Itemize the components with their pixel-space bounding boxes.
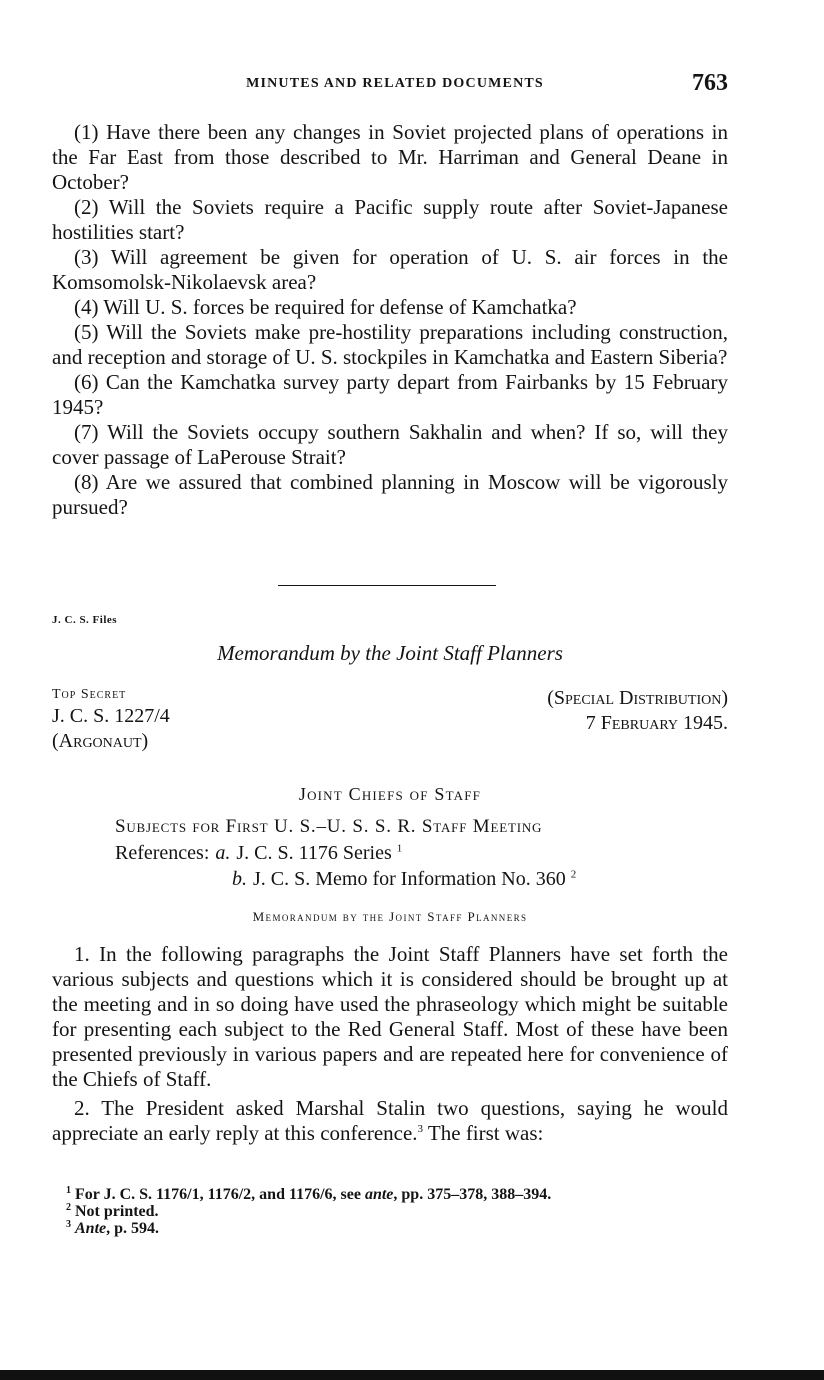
running-head: MINUTES AND RELATED DOCUMENTS	[246, 76, 544, 91]
question-1: (1) Have there been any changes in Soviet projected plans of operations in the Far East from those described to Mr. Harriman and General Deane in October?	[52, 120, 728, 194]
memo-title: Memorandum by the Joint Staff Planners	[217, 641, 563, 665]
document-meta-left	[52, 686, 170, 754]
paragraph-2-end: The first was:	[423, 1121, 544, 1145]
footnote-mark: 2	[66, 1201, 71, 1213]
footnote-text-end: , p. 594.	[106, 1220, 160, 1237]
conference-code: (Argonaut)	[52, 730, 149, 752]
distribution: (Special Distribution)	[547, 687, 728, 709]
paragraph-1: 1. In the following paragraphs the Joint Staff Planners have set forth the various subjects and questions which it is considered should be brought up at the meeting and in so doing have used the phraseology which might be suitable for presenting each subject to the Red General Staff. Most of these have been presented previously in various papers and are repeated here for convenience of the Chiefs of Staff.	[52, 942, 728, 1091]
question-2: (2) Will the Soviets require a Pacific supply route after Soviet-Japanese hostilities start?	[52, 195, 728, 244]
page-number: 763	[692, 70, 728, 96]
footnote-ref: 3	[417, 1123, 424, 1135]
footnote-text: Not printed.	[75, 1203, 159, 1220]
footnote-italic: Ante	[75, 1220, 107, 1237]
references-label: References:	[115, 842, 210, 864]
footnote-2	[66, 1203, 728, 1220]
organization-heading: Joint Chiefs of Staff	[298, 784, 482, 804]
reference-b	[232, 868, 576, 891]
reference-text: J. C. S. 1176 Series	[236, 842, 392, 864]
memo-body	[52, 942, 728, 1146]
scan-edge-bar	[0, 1370, 824, 1380]
page-header	[52, 72, 728, 102]
reference-letter: b.	[232, 868, 247, 890]
section-divider	[278, 585, 496, 586]
footnote-ref: 2	[570, 868, 577, 881]
memo-heading: Memorandum by the Joint Staff Planners	[252, 909, 528, 924]
footnote-italic: ante	[364, 1186, 394, 1203]
footnote-ref: 1	[396, 842, 403, 855]
question-3: (3) Will agreement be given for operation of U. S. air forces in the Komsomolsk-Nikolaevsk area?	[52, 245, 728, 294]
reference-text: J. C. S. Memo for Information No. 360	[253, 868, 566, 890]
source-citation: J. C. S. Files	[52, 614, 118, 626]
reference-letter: a.	[215, 842, 231, 864]
question-6: (6) Can the Kamchatka survey party depart from Fairbanks by 15 February 1945?	[52, 370, 728, 419]
classification: Top Secret	[52, 687, 127, 702]
footnote-text-end: , pp. 375–378, 388–394.	[393, 1186, 552, 1203]
footnote-1	[66, 1186, 728, 1203]
question-list	[52, 120, 728, 520]
question-7: (7) Will the Soviets occupy southern Sakhalin and when? If so, will they cover passage of LaPerouse Strait?	[52, 420, 728, 469]
subject-line: Subjects for First U. S.–U. S. S. R. Staff Meeting	[115, 816, 543, 837]
document-number: J. C. S. 1227/4	[52, 705, 170, 727]
question-4: (4) Will U. S. forces be required for defense of Kamchatka?	[74, 295, 577, 319]
document-date: 7 February 1945.	[585, 712, 728, 734]
paragraph-2	[52, 1096, 728, 1146]
footnotes	[66, 1186, 728, 1237]
footnote-mark: 3	[66, 1218, 71, 1230]
footnote-mark: 1	[66, 1184, 71, 1196]
question-8: (8) Are we assured that combined planning in Moscow will be vigorously pursued?	[52, 470, 728, 519]
footnote-text: For J. C. S. 1176/1, 1176/2, and 1176/6, see	[75, 1186, 365, 1203]
footnote-3	[66, 1220, 728, 1237]
question-5: (5) Will the Soviets make pre-hostility preparations including construction, and reception and storage of U. S. stockpiles in Kamchatka and Eastern Siberia?	[52, 320, 728, 369]
paragraph-2-text: 2. The President asked Marshal Stalin two questions, saying he would appreciate an early reply at this conference.	[52, 1096, 728, 1145]
document-meta-right	[547, 686, 728, 736]
reference-a	[115, 842, 402, 865]
